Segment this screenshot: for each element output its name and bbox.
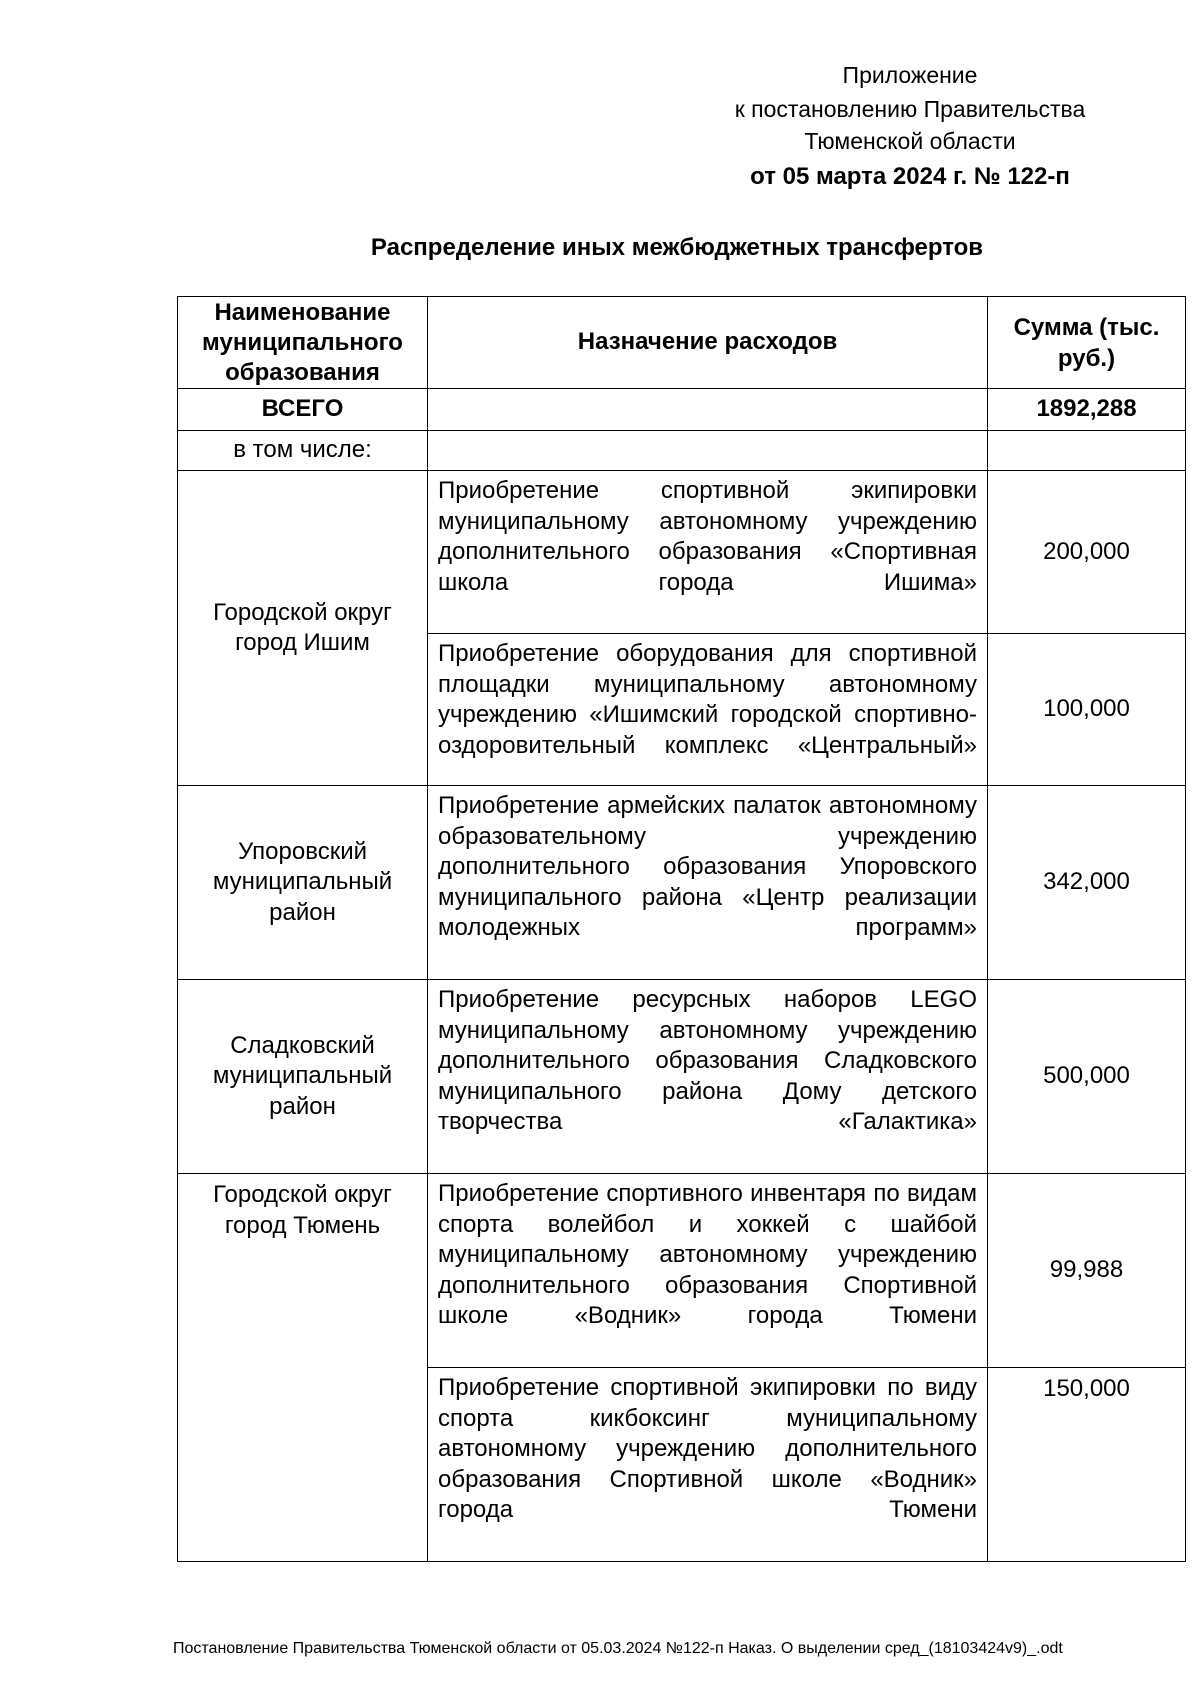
table-row — [178, 980, 1186, 1174]
table-row — [178, 471, 1186, 634]
including-empty-sum — [988, 431, 1186, 471]
sum-cell: 99,988 — [988, 1174, 1186, 1368]
purpose-cell: Приобретение армейских палаток автономному образовательному учреждению дополнительного образования Упоровского муниципального района «Центр реализации молодежных программ» — [428, 786, 988, 980]
municipality-ishim: Городской округ город Ишим — [178, 471, 428, 786]
header-sum: Сумма (тыс. руб.) — [988, 297, 1186, 389]
sum-cell: 150,000 — [988, 1368, 1186, 1562]
resolution-date-number: от 05 марта 2024 г. № 122-п — [750, 163, 1070, 190]
total-label: ВСЕГО — [178, 389, 428, 431]
purpose-cell: Приобретение ресурсных наборов LEGO муниципальному автономному учреждению дополнительного образования Сладковского муниципального района Дому детского творчества «Галактика» — [428, 980, 988, 1174]
including-row — [178, 431, 1186, 471]
purpose-cell: Приобретение спортивного инвентаря по видам спорта волейбол и хоккей с шайбой муниципальному автономному учреждению дополнительного образования Спортивной школе «Водник» города Тюмени — [428, 1174, 988, 1368]
total-sum: 1892,288 — [988, 389, 1186, 431]
purpose-cell: Приобретение оборудования для спортивной площадки муниципальному автономному учреждению «Ишимский городской спортивно-оздоровительный комплекс «Центральный» — [428, 634, 988, 786]
document-title: Распределение иных межбюджетных трансфертов — [370, 234, 984, 261]
municipality-sladkovo: Сладковский муниципальный район — [178, 980, 428, 1174]
sum-cell: 342,000 — [988, 786, 1186, 980]
total-purpose-empty — [428, 389, 988, 431]
sum-cell: 100,000 — [988, 634, 1186, 786]
table-row — [178, 786, 1186, 980]
region-name: Тюменской области — [804, 128, 1016, 154]
municipality-tyumen: Городской округ город Тюмень — [178, 1174, 428, 1562]
total-row — [178, 389, 1186, 431]
purpose-cell: Приобретение спортивной экипировки муниципальному автономному учреждению дополнительного образования «Спортивная школа города Ишима» — [428, 471, 988, 634]
resolution-reference: к постановлению Правительства — [734, 96, 1086, 122]
table-header-row — [178, 297, 1186, 389]
including-empty-purpose — [428, 431, 988, 471]
table-row — [178, 1174, 1186, 1368]
transfers-table — [177, 296, 1186, 1562]
header-municipality: Наименование муниципального образования — [178, 297, 428, 389]
appendix-label: Приложение — [842, 62, 978, 88]
header-purpose: Назначение расходов — [428, 297, 988, 389]
document-footer: Постановление Правительства Тюменской области от 05.03.2024 №122-п Наказ. О выделении сред_(18103424v9)_.odt — [173, 1640, 1063, 1657]
sum-cell: 200,000 — [988, 471, 1186, 634]
including-label: в том числе: — [178, 431, 428, 471]
municipality-uporovo: Упоровский муниципальный район — [178, 786, 428, 980]
purpose-cell: Приобретение спортивной экипировки по виду спорта кикбоксинг муниципальному автономному учреждению дополнительного образования Спортивной школе «Водник» города Тюмени — [428, 1368, 988, 1562]
sum-cell: 500,000 — [988, 980, 1186, 1174]
